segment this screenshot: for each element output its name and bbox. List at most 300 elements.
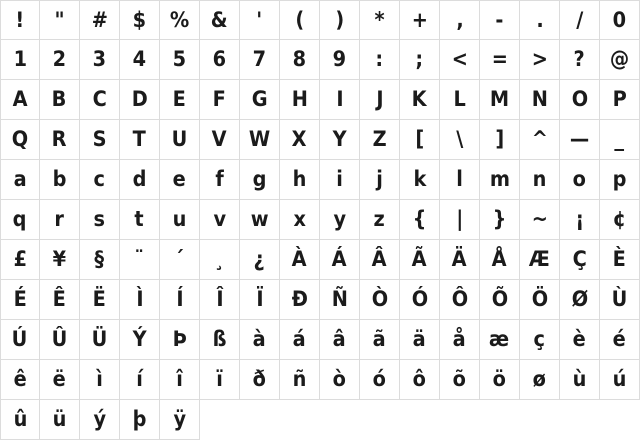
glyph-cell[interactable] — [280, 280, 320, 320]
glyph-character: 6 — [212, 47, 227, 71]
glyph-cell[interactable] — [520, 80, 560, 120]
glyph-cell[interactable] — [400, 200, 440, 240]
glyph-cell[interactable] — [320, 0, 360, 40]
glyph-character: ^ — [531, 127, 548, 151]
glyph-character: ð — [252, 367, 267, 391]
glyph-character: — — [569, 127, 590, 151]
glyph-character: " — [54, 7, 65, 32]
glyph-cell[interactable] — [200, 200, 240, 240]
glyph-cell[interactable] — [360, 280, 400, 320]
glyph-character: { — [412, 207, 427, 231]
glyph-character: i — [336, 167, 343, 191]
glyph-character: 0 — [612, 7, 627, 32]
glyph-cell[interactable] — [0, 80, 40, 120]
glyph-cell[interactable] — [320, 160, 360, 200]
glyph-character: $ — [132, 7, 147, 32]
glyph-cell[interactable] — [320, 40, 360, 80]
glyph-cell[interactable] — [400, 40, 440, 80]
glyph-character: f — [215, 167, 224, 191]
glyph-character: Û — [51, 327, 68, 351]
glyph-cell[interactable] — [0, 240, 40, 280]
glyph-character: ù — [572, 367, 587, 391]
glyph-cell[interactable] — [280, 40, 320, 80]
glyph-cell[interactable] — [120, 200, 160, 240]
glyph-character: Ç — [572, 247, 587, 271]
glyph-character: o — [572, 167, 587, 191]
glyph-cell[interactable] — [240, 40, 280, 80]
glyph-character: O — [571, 87, 588, 111]
glyph-character: v — [213, 207, 226, 231]
glyph-cell[interactable] — [400, 320, 440, 360]
glyph-character: û — [13, 407, 27, 431]
glyph-cell[interactable] — [120, 320, 160, 360]
glyph-cell[interactable] — [400, 160, 440, 200]
glyph-cell[interactable] — [280, 240, 320, 280]
glyph-character: n — [532, 167, 547, 191]
glyph-cell[interactable] — [160, 40, 200, 80]
glyph-character: Z — [372, 127, 387, 151]
glyph-character: N — [531, 87, 548, 111]
glyph-cell[interactable] — [80, 320, 120, 360]
glyph-cell[interactable] — [0, 320, 40, 360]
glyph-cell[interactable] — [520, 120, 560, 160]
glyph-character: C — [92, 87, 107, 111]
glyph-cell[interactable] — [600, 0, 640, 40]
glyph-character: 9 — [332, 47, 347, 71]
glyph-character: Q — [11, 127, 29, 151]
glyph-cell[interactable] — [480, 360, 520, 400]
glyph-character: h — [292, 167, 307, 191]
glyph-character: e — [172, 167, 187, 191]
glyph-character: È — [612, 247, 627, 271]
glyph-cell[interactable] — [360, 40, 400, 80]
glyph-cell[interactable] — [40, 0, 80, 40]
glyph-cell[interactable] — [440, 40, 480, 80]
glyph-cell[interactable] — [200, 320, 240, 360]
glyph-character: è — [572, 327, 587, 351]
glyph-character: Ø — [571, 287, 588, 311]
glyph-cell[interactable] — [40, 200, 80, 240]
glyph-cell[interactable] — [560, 160, 600, 200]
glyph-character: á — [292, 327, 307, 351]
glyph-character: é — [612, 327, 627, 351]
glyph-character: ï — [216, 367, 223, 391]
glyph-character: H — [291, 87, 308, 111]
glyph-cell[interactable] — [480, 160, 520, 200]
glyph-character: ~ — [531, 207, 548, 231]
glyph-cell[interactable] — [40, 80, 80, 120]
glyph-cell[interactable] — [520, 200, 560, 240]
glyph-character: § — [94, 247, 105, 271]
glyph-cell[interactable] — [240, 120, 280, 160]
glyph-cell[interactable] — [160, 160, 200, 200]
glyph-character: ( — [295, 7, 304, 32]
glyph-cell[interactable] — [480, 200, 520, 240]
glyph-cell[interactable] — [320, 360, 360, 400]
glyph-character: ñ — [292, 367, 307, 391]
glyph-character: Ö — [531, 287, 548, 311]
glyph-cell[interactable] — [520, 360, 560, 400]
glyph-character: 5 — [172, 47, 187, 71]
glyph-cell[interactable] — [80, 120, 120, 160]
glyph-cell-empty — [360, 400, 400, 440]
glyph-cell[interactable] — [40, 400, 80, 440]
glyph-character: : — [375, 47, 384, 71]
glyph-character: Á — [332, 247, 347, 271]
glyph-cell[interactable] — [520, 240, 560, 280]
glyph-cell[interactable] — [600, 160, 640, 200]
glyph-cell[interactable] — [240, 320, 280, 360]
glyph-character: Æ — [529, 247, 550, 271]
glyph-character: 8 — [292, 47, 307, 71]
glyph-cell[interactable] — [440, 80, 480, 120]
glyph-cell-empty — [280, 400, 320, 440]
glyph-cell-empty — [320, 400, 360, 440]
glyph-cell-empty — [520, 400, 560, 440]
glyph-cell[interactable] — [480, 80, 520, 120]
glyph-cell[interactable] — [80, 240, 120, 280]
glyph-cell[interactable] — [160, 0, 200, 40]
glyph-cell[interactable] — [0, 120, 40, 160]
glyph-character: - — [495, 7, 504, 32]
glyph-character: Ü — [91, 327, 108, 351]
glyph-character: } — [492, 207, 507, 231]
glyph-cell[interactable] — [120, 80, 160, 120]
glyph-character: A — [12, 87, 28, 111]
glyph-cell[interactable] — [360, 200, 400, 240]
glyph-cell[interactable] — [440, 320, 480, 360]
glyph-cell[interactable] — [480, 320, 520, 360]
glyph-cell[interactable] — [40, 280, 80, 320]
glyph-character: L — [453, 87, 466, 111]
glyph-cell[interactable] — [360, 360, 400, 400]
glyph-character: . — [535, 7, 544, 32]
glyph-character: â — [332, 327, 347, 351]
glyph-character: / — [575, 7, 584, 32]
glyph-character: ã — [372, 327, 387, 351]
glyph-character: R — [52, 127, 67, 151]
glyph-character: Ê — [52, 287, 67, 311]
glyph-character: ü — [52, 407, 67, 431]
glyph-cell[interactable] — [520, 160, 560, 200]
glyph-cell[interactable] — [600, 360, 640, 400]
glyph-character: m — [489, 167, 510, 191]
glyph-cell[interactable] — [520, 40, 560, 80]
glyph-cell[interactable] — [560, 200, 600, 240]
glyph-character: É — [13, 287, 27, 311]
glyph-cell[interactable] — [320, 120, 360, 160]
glyph-character: Ã — [412, 247, 427, 271]
glyph-cell[interactable] — [120, 240, 160, 280]
glyph-character: ¸ — [214, 247, 225, 271]
glyph-character: ø — [532, 367, 547, 391]
glyph-cell[interactable] — [200, 240, 240, 280]
glyph-cell-empty — [400, 400, 440, 440]
glyph-character: | — [455, 207, 464, 231]
glyph-cell[interactable] — [400, 120, 440, 160]
glyph-cell[interactable] — [40, 120, 80, 160]
glyph-cell[interactable] — [0, 0, 40, 40]
glyph-cell[interactable] — [440, 120, 480, 160]
glyph-character: p — [612, 167, 627, 191]
glyph-cell[interactable] — [240, 0, 280, 40]
glyph-character: ¥ — [52, 247, 67, 271]
glyph-cell[interactable] — [0, 200, 40, 240]
glyph-cell-empty — [600, 400, 640, 440]
glyph-character: Þ — [172, 327, 187, 351]
glyph-character: Ë — [92, 287, 107, 311]
glyph-character: I — [335, 87, 344, 111]
glyph-cell[interactable] — [320, 280, 360, 320]
glyph-cell[interactable] — [360, 320, 400, 360]
glyph-cell[interactable] — [560, 0, 600, 40]
glyph-cell[interactable] — [0, 160, 40, 200]
glyph-character: ì — [96, 367, 103, 391]
glyph-cell[interactable] — [560, 360, 600, 400]
glyph-character: @ — [609, 47, 630, 71]
glyph-character: 1 — [13, 47, 27, 71]
glyph-character: F — [212, 87, 227, 111]
glyph-character: Ï — [255, 287, 264, 311]
glyph-character: % — [169, 7, 190, 32]
glyph-cell[interactable] — [200, 80, 240, 120]
glyph-character: à — [252, 327, 267, 351]
glyph-cell-empty — [480, 400, 520, 440]
glyph-cell[interactable] — [400, 80, 440, 120]
glyph-character: ë — [52, 367, 67, 391]
glyph-cell[interactable] — [440, 0, 480, 40]
glyph-cell[interactable] — [200, 40, 240, 80]
glyph-character: x — [293, 207, 306, 231]
glyph-cell[interactable] — [240, 360, 280, 400]
glyph-character: ê — [13, 367, 27, 391]
glyph-cell[interactable] — [400, 240, 440, 280]
glyph-cell[interactable] — [360, 160, 400, 200]
glyph-cell[interactable] — [80, 80, 120, 120]
glyph-cell[interactable] — [600, 280, 640, 320]
glyph-character: G — [251, 87, 268, 111]
glyph-cell[interactable] — [600, 40, 640, 80]
glyph-character: w — [250, 207, 269, 231]
glyph-character: K — [412, 87, 427, 111]
glyph-cell[interactable] — [160, 400, 200, 440]
glyph-cell[interactable] — [400, 280, 440, 320]
glyph-cell[interactable] — [320, 80, 360, 120]
glyph-character: ç — [533, 327, 546, 351]
glyph-cell[interactable] — [600, 80, 640, 120]
glyph-cell[interactable] — [360, 80, 400, 120]
glyph-character: ò — [332, 367, 347, 391]
glyph-character: , — [455, 7, 464, 32]
glyph-cell[interactable] — [440, 200, 480, 240]
glyph-cell[interactable] — [160, 360, 200, 400]
glyph-character: U — [171, 127, 188, 151]
glyph-cell[interactable] — [600, 120, 640, 160]
glyph-character: l — [456, 167, 463, 191]
glyph-cell[interactable] — [80, 0, 120, 40]
glyph-character: [ — [415, 127, 424, 151]
glyph-cell[interactable] — [0, 280, 40, 320]
glyph-cell[interactable] — [160, 200, 200, 240]
glyph-cell[interactable] — [80, 40, 120, 80]
glyph-cell[interactable] — [440, 160, 480, 200]
glyph-cell[interactable] — [360, 0, 400, 40]
glyph-cell[interactable] — [80, 200, 120, 240]
glyph-cell[interactable] — [400, 360, 440, 400]
glyph-character: ¡ — [575, 207, 584, 231]
glyph-character: Ð — [291, 287, 308, 311]
glyph-cell[interactable] — [440, 360, 480, 400]
glyph-cell[interactable] — [360, 120, 400, 160]
glyph-cell[interactable] — [240, 240, 280, 280]
glyph-cell[interactable] — [440, 280, 480, 320]
glyph-character: W — [248, 127, 271, 151]
glyph-cell[interactable] — [120, 280, 160, 320]
glyph-cell[interactable] — [160, 320, 200, 360]
glyph-character: ¿ — [253, 247, 266, 271]
glyph-cell[interactable] — [40, 360, 80, 400]
glyph-cell[interactable] — [200, 360, 240, 400]
glyph-cell[interactable] — [120, 0, 160, 40]
glyph-cell[interactable] — [0, 360, 40, 400]
glyph-cell[interactable] — [560, 280, 600, 320]
glyph-cell[interactable] — [240, 280, 280, 320]
glyph-cell[interactable] — [200, 160, 240, 200]
glyph-character: ß — [212, 327, 227, 351]
glyph-cell[interactable] — [240, 200, 280, 240]
glyph-character: £ — [13, 247, 27, 271]
glyph-character: ¨ — [134, 247, 145, 271]
glyph-cell[interactable] — [560, 120, 600, 160]
glyph-cell[interactable] — [280, 320, 320, 360]
glyph-character: g — [252, 167, 267, 191]
glyph-cell[interactable] — [240, 160, 280, 200]
glyph-cell[interactable] — [120, 360, 160, 400]
glyph-character: u — [172, 207, 187, 231]
glyph-character: Í — [175, 287, 184, 311]
glyph-character: Ý — [132, 327, 147, 351]
glyph-character: å — [452, 327, 467, 351]
glyph-character: 4 — [132, 47, 147, 71]
glyph-cell[interactable] — [360, 240, 400, 280]
glyph-cell-empty — [440, 400, 480, 440]
glyph-cell[interactable] — [520, 280, 560, 320]
glyph-character: ¢ — [612, 207, 627, 231]
glyph-cell[interactable] — [200, 120, 240, 160]
glyph-character: + — [411, 7, 428, 32]
glyph-cell[interactable] — [480, 240, 520, 280]
glyph-cell[interactable] — [0, 40, 40, 80]
glyph-cell[interactable] — [280, 360, 320, 400]
glyph-character: Ñ — [331, 287, 348, 311]
glyph-character: Ò — [371, 287, 388, 311]
glyph-cell[interactable] — [80, 360, 120, 400]
glyph-character: Î — [215, 287, 224, 311]
glyph-cell[interactable] — [280, 160, 320, 200]
glyph-cell[interactable] — [440, 240, 480, 280]
glyph-cell[interactable] — [480, 40, 520, 80]
glyph-character: # — [91, 7, 108, 32]
glyph-cell[interactable] — [560, 320, 600, 360]
glyph-character: D — [131, 87, 148, 111]
glyph-cell[interactable] — [560, 240, 600, 280]
glyph-cell[interactable] — [400, 0, 440, 40]
glyph-cell[interactable] — [480, 0, 520, 40]
glyph-character: ! — [15, 7, 25, 32]
glyph-character: Y — [332, 127, 347, 151]
glyph-character: & — [211, 7, 228, 32]
glyph-character: ' — [256, 7, 263, 32]
glyph-cell[interactable] — [560, 40, 600, 80]
glyph-character: Ú — [12, 327, 28, 351]
glyph-cell[interactable] — [520, 320, 560, 360]
glyph-character: = — [491, 47, 508, 71]
glyph-cell-empty — [240, 400, 280, 440]
glyph-cell[interactable] — [160, 280, 200, 320]
glyph-cell[interactable] — [600, 200, 640, 240]
glyph-character: ÿ — [173, 407, 186, 431]
glyph-cell[interactable] — [280, 120, 320, 160]
glyph-character: y — [333, 207, 346, 231]
glyph-character: Â — [372, 247, 387, 271]
glyph-cell[interactable] — [160, 240, 200, 280]
glyph-character: S — [92, 127, 107, 151]
glyph-cell[interactable] — [120, 120, 160, 160]
glyph-cell[interactable] — [40, 160, 80, 200]
glyph-character: > — [531, 47, 548, 71]
glyph-cell[interactable] — [40, 320, 80, 360]
glyph-cell[interactable] — [280, 80, 320, 120]
glyph-cell[interactable] — [200, 0, 240, 40]
glyph-character: ; — [415, 47, 424, 71]
glyph-character: ) — [335, 7, 344, 32]
glyph-cell[interactable] — [200, 280, 240, 320]
glyph-character: í — [136, 367, 143, 391]
glyph-cell[interactable] — [160, 80, 200, 120]
glyph-cell[interactable] — [80, 160, 120, 200]
glyph-cell[interactable] — [40, 240, 80, 280]
glyph-cell[interactable] — [280, 200, 320, 240]
glyph-cell[interactable] — [80, 280, 120, 320]
glyph-cell[interactable] — [480, 280, 520, 320]
glyph-character: k — [413, 167, 426, 191]
glyph-cell[interactable] — [280, 0, 320, 40]
glyph-cell[interactable] — [480, 120, 520, 160]
glyph-character: V — [212, 127, 227, 151]
glyph-character: X — [292, 127, 307, 151]
glyph-cell[interactable] — [160, 120, 200, 160]
glyph-cell[interactable] — [320, 200, 360, 240]
glyph-cell[interactable] — [560, 80, 600, 120]
glyph-cell[interactable] — [600, 240, 640, 280]
glyph-character: * — [374, 7, 385, 32]
glyph-cell[interactable] — [120, 40, 160, 80]
glyph-character: Å — [492, 247, 507, 271]
glyph-cell[interactable] — [320, 240, 360, 280]
glyph-cell[interactable] — [40, 40, 80, 80]
glyph-cell[interactable] — [520, 0, 560, 40]
glyph-character: P — [612, 87, 627, 111]
glyph-cell[interactable] — [600, 320, 640, 360]
glyph-cell[interactable] — [0, 400, 40, 440]
glyph-cell[interactable] — [240, 80, 280, 120]
glyph-cell[interactable] — [120, 400, 160, 440]
glyph-cell[interactable] — [80, 400, 120, 440]
glyph-cell[interactable] — [120, 160, 160, 200]
glyph-character: T — [132, 127, 147, 151]
glyph-character: 2 — [52, 47, 67, 71]
glyph-cell[interactable] — [320, 320, 360, 360]
